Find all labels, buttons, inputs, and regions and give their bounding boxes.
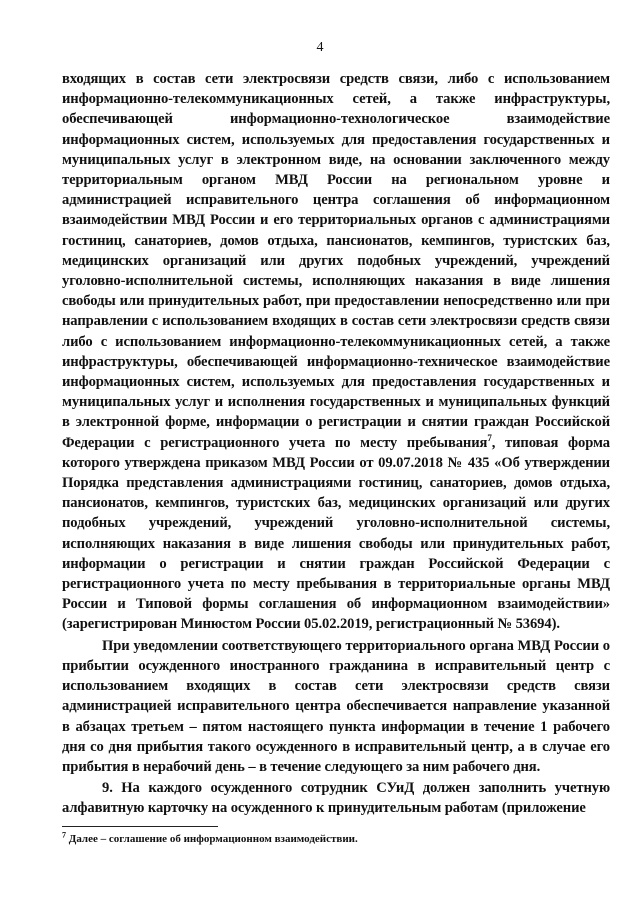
paragraph-text: , типовая форма которого утверждена приказом МВД России от 09.07.2018 № 435 «Об утверждении Порядка представления администрациями гостиниц, санаториев, домов отдыха, пансионатов, кемпингов, туристских баз, медицинских организаций или других подобных учреждений, учреждений уголовно-исполнительной системы, исполняющих наказания в виде лишения свободы или принудительных работ, информации о регистрации и снятии граждан Российской Федерации с регистрационного учета по месту пребывания в территориальные органы МВД России и Типовой формы соглашения об информационном взаимодействии» (зарегистрирован Минюстом России 05.02.2019, регистрационный № 53694). — [62, 434, 610, 633]
paragraph-continuation — [62, 69, 610, 635]
footnote-divider — [62, 826, 218, 827]
paragraph-text: входящих в состав сети электросвязи средств связи, либо с использованием информационно-телекоммуникационных сетей, а также инфраструктуры, обеспечивающей информационно-технологическое взаимодействие информационных систем, используемых для предоставления государственных и муниципальных услуг в электронном виде, на основании заключенного между территориальным органом МВД России на региональном уровне и администрацией исправительного центра соглашения об информационном взаимодействии МВД России и его территориальных органов с администрациями гостиниц, санаториев, домов отдыха, пансионатов, кемпингов, туристских баз, медицинских организаций или других подобных учреждений, учреждений уголовно-исполнительной системы, исполняющих наказания в виде лишения свободы или принудительных работ, при предоставлении непосредственно или при направлении с использованием входящих в состав сети электросвязи средств связи либо с использованием информационно-телекоммуникационных сетей, а также инфраструктуры, обеспечивающей информационно-техническое взаимодействие информационных систем, используемых для предоставления государственных и муниципальных услуг и исполнения государственных и муниципальных функций в электронной форме, информации о регистрации и снятии граждан Российской Федерации с регистрационного учета по месту пребывания — [62, 71, 610, 451]
footnote — [62, 830, 610, 846]
footnote-reference[interactable]: 7 — [487, 432, 492, 443]
footnote-text: Далее – соглашение об информационном взаимодействии. — [66, 833, 358, 845]
paragraph-notification: При уведомлении соответствующего территориального органа МВД России о прибытии осужденного иностранного гражданина в исправительный центр с использованием входящих в состав сети электросвязи средств связи администрацией исправительного центра обеспечивается направление указанной в абзацах третьем – пятом настоящего пункта информации в течение 1 рабочего дня со дня прибытия такого осужденного в исправительный центр, а в случае его прибытия в нерабочий день – в течение следующего за ним рабочего дня. — [62, 637, 610, 775]
footnote-mark: 7 — [62, 830, 66, 840]
paragraph-item-9: 9. На каждого осужденного сотрудник СУиД должен заполнить учетную алфавитную карточку на осужденного к принудительным работам (приложение — [62, 780, 610, 817]
page-number: 4 — [316, 40, 324, 55]
document-body — [62, 69, 610, 819]
